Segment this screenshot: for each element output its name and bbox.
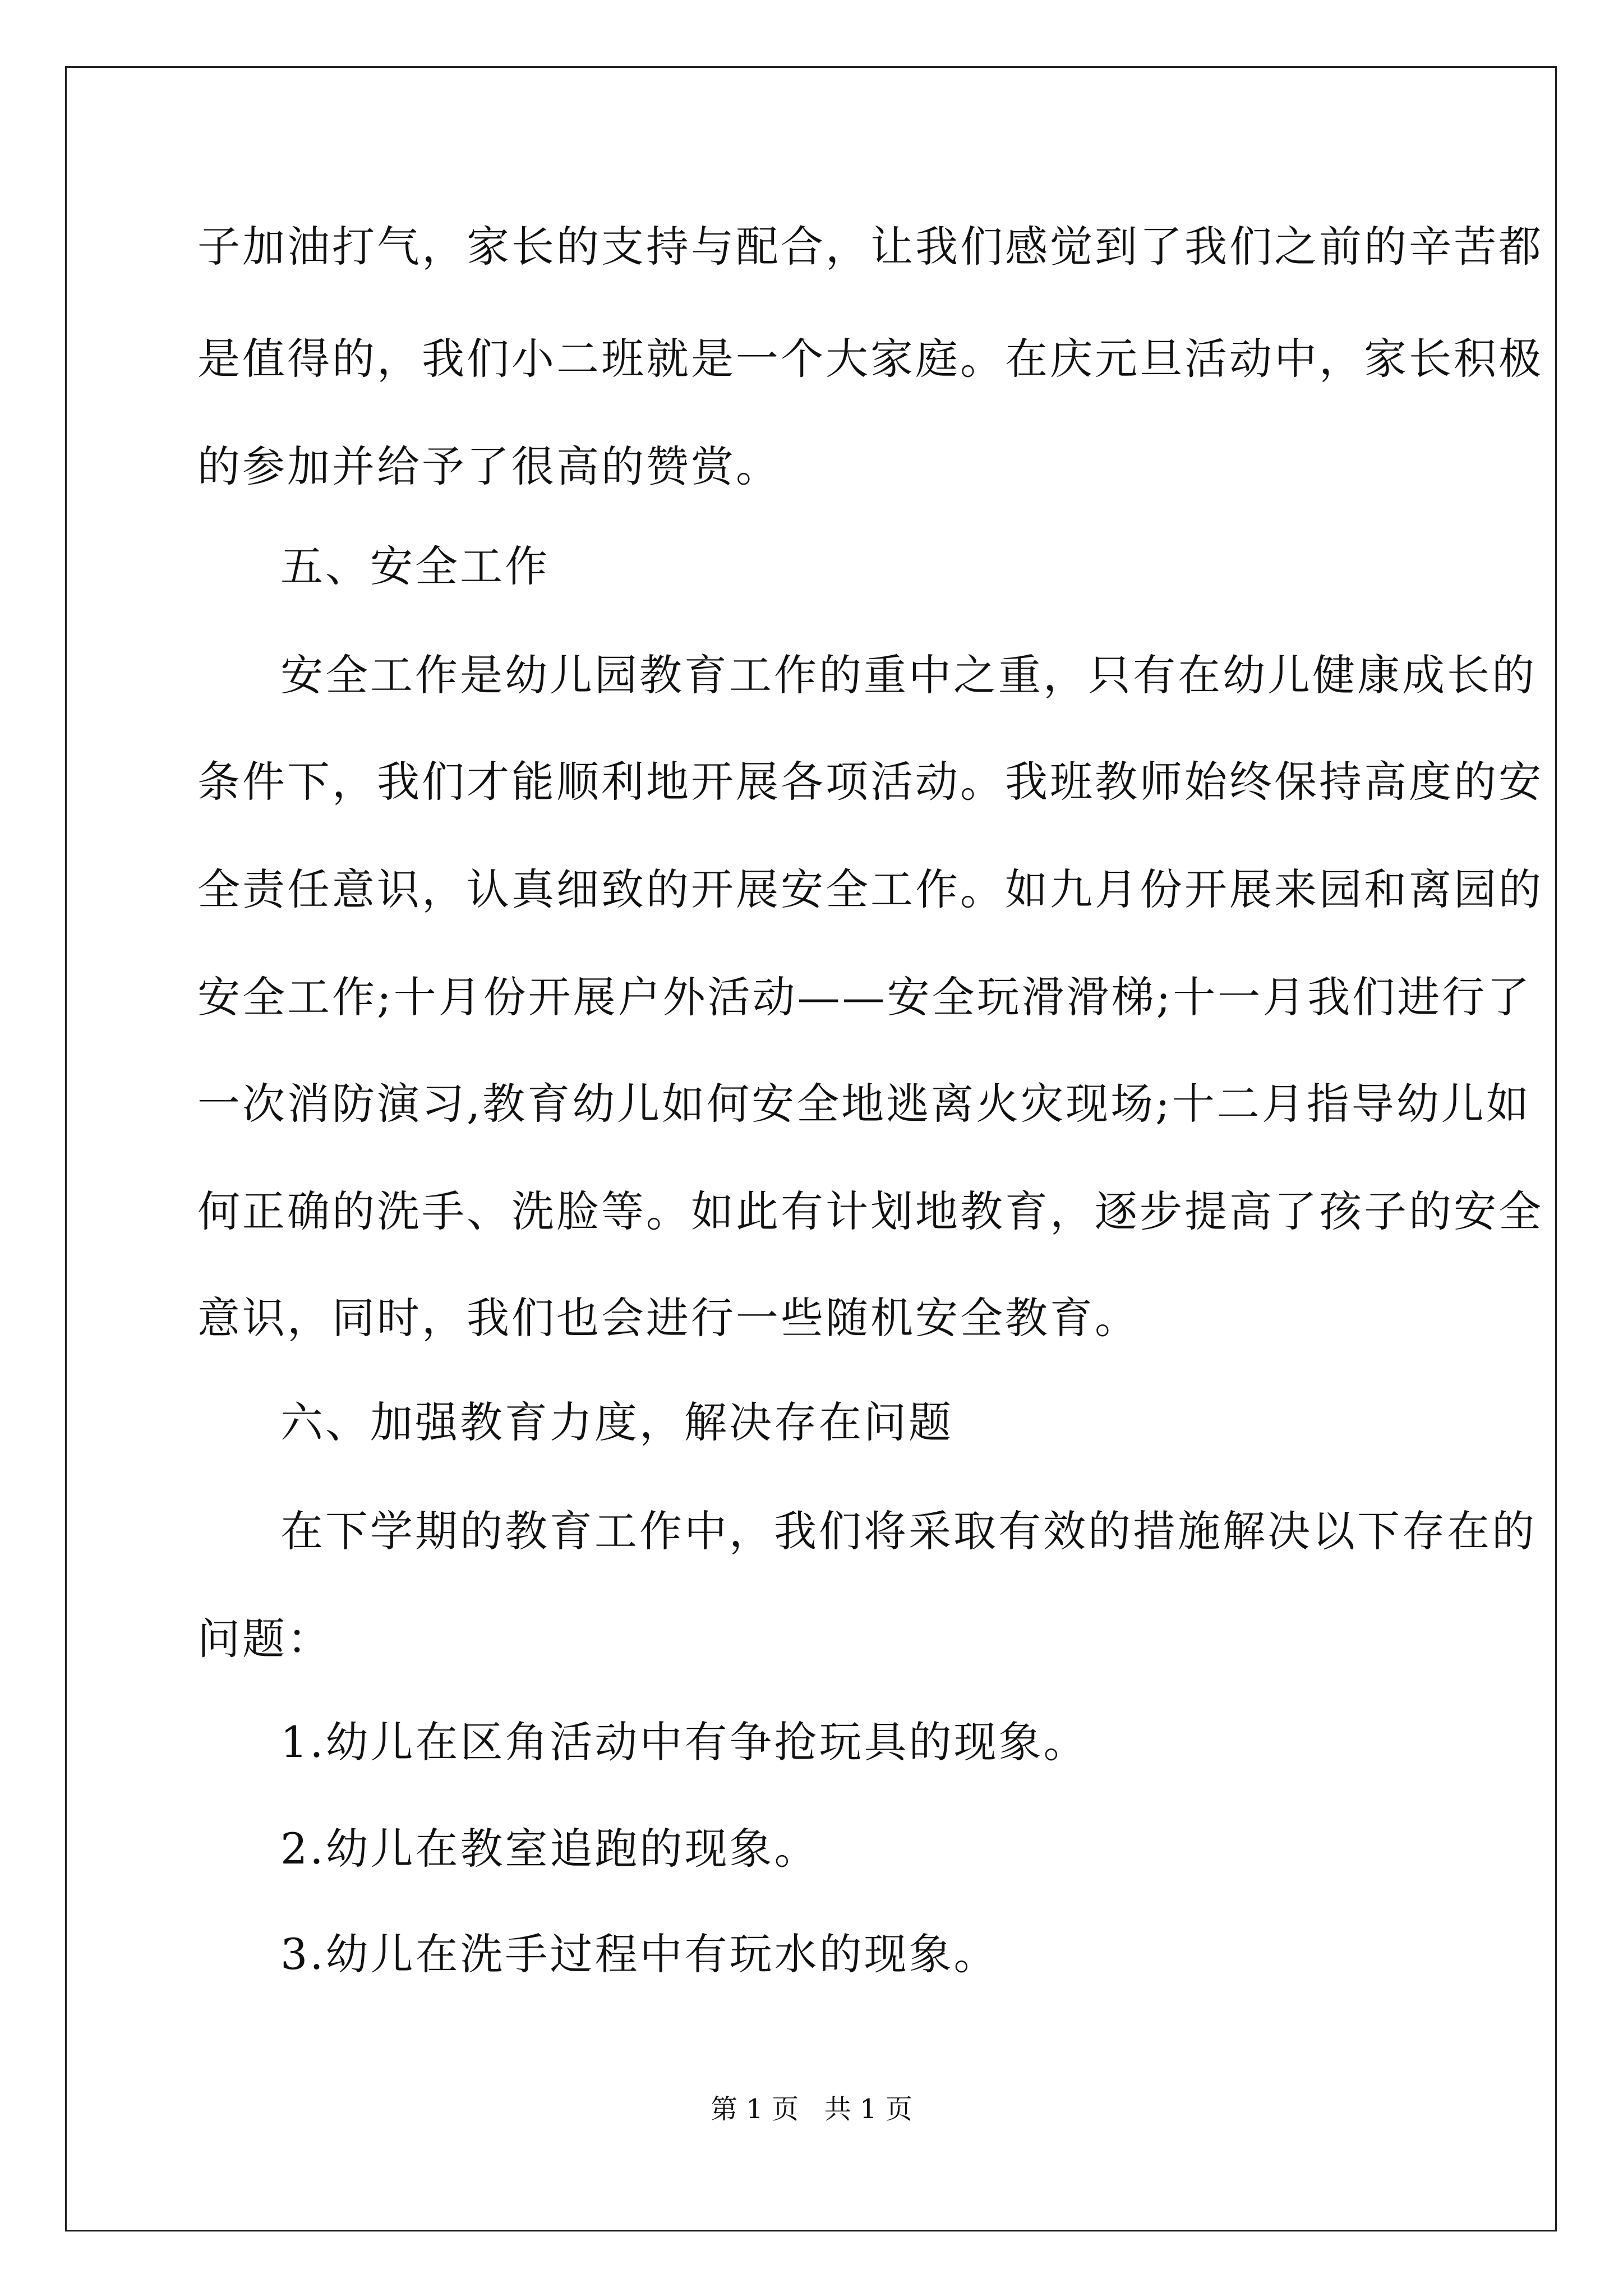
section-heading: 六、加强教育力度，解决存在问题 (280, 1397, 953, 1447)
list-item: 1.幼儿在区角活动中有争抢玩具的现象。 (280, 1717, 1089, 1767)
page-number-footer: 第 1 页 共 1 页 (711, 2093, 912, 2125)
paragraph-line: 全责任意识，认真细致的开展安全工作。如九月份开展来园和离园的 (197, 864, 1543, 914)
paragraph-line: 安全工作是幼儿园教育工作的重中之重，只有在幼儿健康成长的 (280, 650, 1537, 700)
paragraph-line: 条件下，我们才能顺利地开展各项活动。我班教师始终保持高度的安 (197, 757, 1543, 807)
paragraph-line: 子加油打气，家长的支持与配合，让我们感觉到了我们之前的辛苦都 (197, 222, 1543, 272)
paragraph-line: 一次消防演习,教育幼儿如何安全地逃离火灾现场;十二月指导幼儿如 (197, 1079, 1531, 1129)
paragraph-line: 是值得的，我们小二班就是一个大家庭。在庆元旦活动中，家长积极 (197, 334, 1543, 384)
paragraph-line: 意识，同时，我们也会进行一些随机安全教育。 (197, 1293, 1140, 1343)
paragraph-line: 在下学期的教育工作中，我们将采取有效的措施解决以下存在的 (280, 1506, 1537, 1556)
paragraph-line: 问题： (197, 1614, 332, 1664)
section-heading: 五、安全工作 (280, 541, 550, 591)
paragraph-line: 安全工作;十月份开展户外活动——安全玩滑滑梯;十一月我们进行了 (197, 972, 1532, 1022)
list-item: 3.幼儿在洗手过程中有玩水的现象。 (280, 1929, 999, 1979)
list-item: 2.幼儿在教室追跑的现象。 (280, 1824, 819, 1874)
paragraph-line: 的参加并给予了很高的赞赏。 (197, 441, 781, 491)
page-border (65, 66, 1557, 2231)
paragraph-line: 何正确的洗手、洗脸等。如此有计划地教育，逐步提高了孩子的安全 (197, 1186, 1543, 1236)
